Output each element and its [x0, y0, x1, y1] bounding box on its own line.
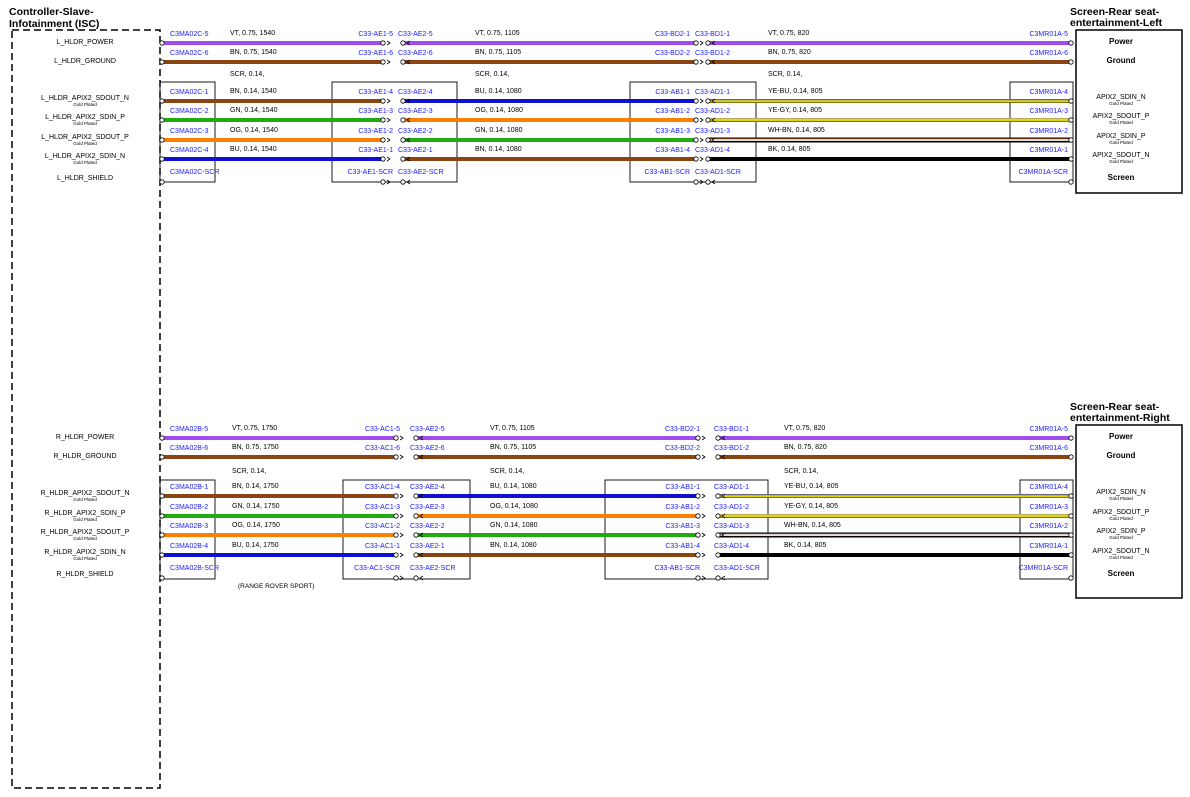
connector-pin-marker	[696, 553, 700, 557]
connector-pin-label: C33-AD1-3	[695, 128, 731, 135]
shield-cable-spec: SCR, 0.14,	[232, 468, 267, 475]
connector-pin-marker	[394, 576, 398, 580]
connector-pin-label: C3MA02B-3	[170, 523, 209, 530]
connector-pin-marker	[401, 99, 405, 103]
connector-pin-marker	[401, 138, 405, 142]
connector-pin-label: C33-AC1-6	[364, 445, 400, 452]
controller-module-title-line-2: Infotainment (ISC)	[9, 18, 100, 30]
connector-pin-label: C3MR01A-4	[1029, 484, 1068, 491]
connector-pin-marker	[706, 60, 710, 64]
screen-pin-label: Ground	[1106, 451, 1136, 460]
connector-pin-label: C33-AE1-3	[358, 108, 393, 115]
connector-pin-label: C33-AC1-SCR	[354, 565, 400, 572]
connector-pin-label: C33-AD1-4	[695, 147, 731, 154]
connector-pin-marker	[401, 180, 405, 184]
screen-pin-label: APIX2_SDIN_P	[1096, 528, 1146, 535]
connector-pin-marker	[160, 118, 164, 122]
connector-pin-marker	[706, 41, 710, 45]
wire-spec: WH-BN, 0.14, 805	[768, 127, 825, 134]
wire-spec: BN, 0.75, 1105	[475, 49, 522, 56]
ecu-pin-sublabel: Gold Plated	[73, 536, 97, 541]
connector-pin-label: C3MR01A-5	[1029, 426, 1068, 433]
ecu-pin-sublabel: Gold Plated	[73, 102, 97, 107]
connector-pin-marker	[414, 436, 418, 440]
wire-spec: BN, 0.14, 1750	[232, 483, 279, 490]
connector-pin-label: C33-BD1-2	[695, 50, 731, 57]
connector-pin-label: C33-BD2-1	[654, 31, 690, 38]
connector-pin-marker	[1069, 60, 1073, 64]
screen-module-left-title-line-2: entertainment-Left	[1070, 17, 1163, 29]
wire-spec: VT, 0.75, 820	[784, 425, 826, 432]
connector-pin-marker	[1069, 553, 1073, 557]
connector-pin-label: C3MR01A-2	[1029, 128, 1068, 135]
wire-spec: GN, 0.14, 1080	[490, 522, 538, 529]
screen-pin-sublabel: Gold Plated	[1109, 101, 1133, 106]
connector-pin-label: C33-AB1-3	[665, 523, 700, 530]
connector-pin-label: C33-AE2-4	[398, 89, 433, 96]
connector-pin-label: C33-BD1-2	[714, 445, 750, 452]
connector-pin-label: C3MR01A-SCR	[1018, 565, 1068, 572]
connector-pin-marker	[1069, 180, 1073, 184]
connector-pin-marker	[1069, 494, 1073, 498]
wire-spec: BN, 0.75, 820	[784, 444, 827, 451]
screen-pin-label: Screen	[1107, 173, 1135, 182]
connector-pin-marker	[706, 99, 710, 103]
screen-pin-label: Power	[1108, 37, 1134, 46]
connector-pin-label: C3MA02C-5	[170, 31, 209, 38]
shield-cable-spec: SCR, 0.14,	[768, 71, 803, 78]
ecu-pin-label: R_HLDR_APIX2_SDOUT_P	[40, 529, 130, 536]
connector-pin-label: C3MA02C-1	[170, 89, 209, 96]
connector-pin-label: C3MA02B-4	[170, 543, 209, 550]
wire-spec: YE-BU, 0.14, 805	[768, 88, 823, 95]
connector-pin-marker	[694, 118, 698, 122]
connector-pin-label: C3MA02B-2	[170, 504, 209, 511]
connector-pin-label: C33-AB1-1	[665, 484, 700, 491]
connector-pin-label: C3MR01A-4	[1029, 89, 1068, 96]
connector-pin-label: C33-AE1-4	[358, 89, 393, 96]
screen-pin-label: APIX2_SDOUT_N	[1092, 152, 1150, 159]
connector-pin-label: C33-AD1-2	[695, 108, 731, 115]
wire-spec: BU, 0.14, 1540	[230, 146, 277, 153]
connector-pin-marker	[414, 576, 418, 580]
connector-pin-marker	[1069, 41, 1073, 45]
connector-pin-label: C33-AE2-1	[410, 543, 445, 550]
connector-pin-label: C3MA02B-6	[170, 445, 209, 452]
screen-pin-label: Power	[1108, 432, 1134, 441]
ecu-pin-sublabel: Gold Plated	[73, 556, 97, 561]
connector-pin-marker	[716, 533, 720, 537]
screen-pin-sublabel: Gold Plated	[1109, 140, 1133, 145]
screen-module-right-title-line-2: entertainment-Right	[1070, 412, 1170, 424]
ecu-pin-sublabel: Gold Plated	[73, 160, 97, 165]
wire-spec: VT, 0.75, 1105	[490, 425, 535, 432]
connector-pin-label: C33-AC1-4	[364, 484, 400, 491]
connector-pin-label: C33-AE2-SCR	[410, 565, 456, 572]
wire-spec: YE-GY, 0.14, 805	[768, 107, 822, 114]
connector-pin-label: C33-BD2-2	[664, 445, 700, 452]
connector-pin-marker	[401, 41, 405, 45]
connector-pin-label: C33-AC1-5	[364, 426, 400, 433]
connector-pin-marker	[716, 455, 720, 459]
screen-pin-label: APIX2_SDOUT_N	[1092, 548, 1150, 555]
connector-pin-marker	[160, 576, 164, 580]
connector-pin-label: C33-AE1-6	[358, 50, 393, 57]
wire-spec: BN, 0.75, 1750	[232, 444, 279, 451]
connector-pin-marker	[696, 494, 700, 498]
connector-pin-marker	[696, 455, 700, 459]
connector-pin-label: C33-AB1-2	[665, 504, 700, 511]
connector-pin-marker	[696, 576, 700, 580]
connector-pin-label: C33-AC1-1	[364, 543, 400, 550]
ecu-pin-sublabel: Gold Plated	[73, 517, 97, 522]
connector-pin-label: C33-AE2-6	[398, 50, 433, 57]
connector-pin-label: C3MR01A-3	[1029, 108, 1068, 115]
connector-pin-label: C33-AB1-SCR	[644, 169, 690, 176]
wire-spec: GN, 0.14, 1080	[475, 127, 523, 134]
ecu-pin-label: L_HLDR_APIX2_SDIN_P	[45, 114, 125, 121]
connector-pin-marker	[414, 494, 418, 498]
connector-pin-label: C3MR01A-6	[1029, 445, 1068, 452]
screen-pin-label: APIX2_SDIN_N	[1096, 94, 1146, 101]
ecu-pin-label: L_HLDR_APIX2_SDOUT_P	[41, 134, 129, 141]
wire-spec: VT, 0.75, 1105	[475, 30, 520, 37]
wire-spec: BN, 0.14, 1540	[230, 88, 277, 95]
connector-pin-label: C33-AE2-5	[398, 31, 433, 38]
wire-spec: BN, 0.75, 1540	[230, 49, 277, 56]
connector-pin-label: C3MR01A-3	[1029, 504, 1068, 511]
connector-pin-label: C33-AD1-1	[714, 484, 750, 491]
connector-pin-marker	[160, 533, 164, 537]
screen-pin-label: APIX2_SDOUT_P	[1092, 509, 1150, 516]
connector-pin-label: C3MA02C-4	[170, 147, 209, 154]
connector-pin-marker	[1069, 514, 1073, 518]
connector-pin-marker	[381, 138, 385, 142]
wire-spec: OG, 0.14, 1540	[230, 127, 278, 134]
screen-pin-label: APIX2_SDIN_N	[1096, 489, 1146, 496]
connector-pin-marker	[694, 99, 698, 103]
connector-pin-marker	[706, 118, 710, 122]
connector-pin-marker	[160, 60, 164, 64]
connector-pin-label: C33-AE1-5	[358, 31, 393, 38]
connector-pin-label: C33-AB1-4	[665, 543, 700, 550]
screen-module-right-title-line-1: Screen-Rear seat-	[1070, 401, 1160, 413]
screen-pin-sublabel: Gold Plated	[1109, 496, 1133, 501]
connector-pin-marker	[160, 436, 164, 440]
connector-pin-marker	[160, 157, 164, 161]
screen-pin-label: Ground	[1106, 56, 1136, 65]
connector-pin-marker	[716, 576, 720, 580]
connector-pin-label: C33-AE2-2	[410, 523, 445, 530]
connector-pin-label: C3MA02C-2	[170, 108, 209, 115]
screen-pin-sublabel: Gold Plated	[1109, 120, 1133, 125]
connector-pin-marker	[160, 455, 164, 459]
connector-pin-marker	[694, 138, 698, 142]
wire-spec: YE-GY, 0.14, 805	[784, 503, 838, 510]
shield-cable-spec: SCR, 0.14,	[230, 71, 265, 78]
ecu-pin-label: R_HLDR_POWER	[55, 434, 115, 441]
connector-pin-label: C3MA02C-3	[170, 128, 209, 135]
wire-spec: BK, 0.14, 805	[784, 542, 827, 549]
wire-spec: GN, 0.14, 1750	[232, 503, 280, 510]
wire-spec: BU, 0.14, 1080	[475, 88, 522, 95]
wire-spec: OG, 0.14, 1080	[490, 503, 538, 510]
connector-pin-label: C33-BD1-1	[695, 31, 731, 38]
connector-pin-marker	[1069, 157, 1073, 161]
connector-pin-marker	[696, 514, 700, 518]
ecu-pin-label: L_HLDR_POWER	[56, 39, 114, 46]
connector-pin-label: C3MR01A-6	[1029, 50, 1068, 57]
wire-spec: VT, 0.75, 820	[768, 30, 810, 37]
connector-pin-marker	[394, 514, 398, 518]
connector-pin-label: C3MA02B-SCR	[170, 565, 220, 572]
ecu-pin-label: L_HLDR_SHIELD	[56, 175, 114, 182]
wire-spec: VT, 0.75, 1750	[232, 425, 278, 432]
connector-pin-marker	[160, 138, 164, 142]
ecu-pin-label: L_HLDR_GROUND	[54, 58, 116, 65]
connector-pin-label: C33-AE2-6	[410, 445, 445, 452]
connector-pin-label: C33-AE2-SCR	[398, 169, 444, 176]
screen-pin-sublabel: Gold Plated	[1109, 159, 1133, 164]
connector-pin-marker	[716, 436, 720, 440]
connector-pin-marker	[1069, 99, 1073, 103]
screen-pin-sublabel: Gold Plated	[1109, 555, 1133, 560]
connector-pin-label: C33-AD1-SCR	[695, 169, 741, 176]
connector-pin-marker	[696, 533, 700, 537]
connector-pin-marker	[394, 553, 398, 557]
connector-pin-label: C33-AB1-4	[655, 147, 690, 154]
connector-pin-marker	[696, 436, 700, 440]
wire-spec: BN, 0.75, 820	[768, 49, 811, 56]
connector-pin-marker	[694, 60, 698, 64]
connector-pin-marker	[160, 514, 164, 518]
connector-pin-label: C33-AE1-SCR	[347, 169, 393, 176]
ecu-pin-label: R_HLDR_APIX2_SDOUT_N	[40, 490, 130, 497]
wire-spec: OG, 0.14, 1750	[232, 522, 280, 529]
connector-pin-marker	[160, 99, 164, 103]
connector-pin-label: C3MR01A-5	[1029, 31, 1068, 38]
shield-cable-spec: SCR, 0.14,	[475, 71, 510, 78]
screen-pin-label: Screen	[1107, 569, 1135, 578]
connector-pin-label: C33-BD1-1	[714, 426, 750, 433]
wire-spec: BN, 0.75, 1105	[490, 444, 537, 451]
connector-pin-marker	[381, 180, 385, 184]
connector-pin-label: C33-AE1-1	[358, 147, 393, 154]
connector-pin-label: C3MR01A-SCR	[1018, 169, 1068, 176]
connector-pin-marker	[716, 553, 720, 557]
footnote: (RANGE ROVER SPORT)	[238, 583, 315, 590]
connector-pin-label: C3MR01A-1	[1029, 147, 1068, 154]
connector-pin-label: C33-AD1-2	[714, 504, 750, 511]
connector-pin-label: C33-AD1-4	[714, 543, 750, 550]
connector-pin-marker	[401, 118, 405, 122]
screen-pin-label: APIX2_SDIN_P	[1096, 133, 1146, 140]
connector-pin-label: C33-AE1-2	[358, 128, 393, 135]
connector-pin-marker	[381, 41, 385, 45]
ecu-pin-label: R_HLDR_APIX2_SDIN_P	[44, 510, 126, 517]
screen-pin-sublabel: Gold Plated	[1109, 535, 1133, 540]
ecu-pin-sublabel: Gold Plated	[73, 121, 97, 126]
shield-cable-spec: SCR, 0.14,	[784, 468, 819, 475]
wire-spec: BK, 0.14, 805	[768, 146, 811, 153]
wire-spec: GN, 0.14, 1540	[230, 107, 278, 114]
ecu-pin-label: L_HLDR_APIX2_SDIN_N	[44, 153, 126, 160]
connector-pin-label: C33-BD2-1	[664, 426, 700, 433]
connector-pin-marker	[160, 553, 164, 557]
connector-pin-marker	[381, 99, 385, 103]
connector-pin-marker	[414, 553, 418, 557]
ecu-pin-label: R_HLDR_APIX2_SDIN_N	[44, 549, 126, 556]
connector-pin-label: C3MA02B-5	[170, 426, 209, 433]
wire-spec: WH-BN, 0.14, 805	[784, 522, 841, 529]
ecu-pin-sublabel: Gold Plated	[73, 497, 97, 502]
ecu-pin-label: L_HLDR_APIX2_SDOUT_N	[41, 95, 129, 102]
connector-pin-label: C33-AD1-3	[714, 523, 750, 530]
ecu-pin-sublabel: Gold Plated	[73, 141, 97, 146]
connector-pin-label: C33-AD1-SCR	[714, 565, 760, 572]
connector-pin-marker	[1069, 118, 1073, 122]
connector-pin-marker	[401, 60, 405, 64]
connector-pin-label: C33-AB1-SCR	[654, 565, 700, 572]
wire-spec: BN, 0.14, 1080	[475, 146, 522, 153]
ecu-pin-label: R_HLDR_GROUND	[53, 453, 117, 460]
wire-spec: YE-BU, 0.14, 805	[784, 483, 839, 490]
connector-pin-marker	[160, 180, 164, 184]
connector-pin-label: C3MR01A-2	[1029, 523, 1068, 530]
connector-pin-marker	[716, 494, 720, 498]
connector-pin-label: C3MA02B-1	[170, 484, 209, 491]
connector-pin-marker	[381, 60, 385, 64]
connector-pin-label: C33-AB1-1	[655, 89, 690, 96]
connector-pin-marker	[414, 514, 418, 518]
connector-pin-marker	[160, 41, 164, 45]
connector-pin-marker	[1069, 455, 1073, 459]
wire-spec: BU, 0.14, 1080	[490, 483, 537, 490]
connector-pin-marker	[394, 494, 398, 498]
connector-pin-label: C33-AC1-2	[364, 523, 400, 530]
connector-pin-label: C33-AB1-3	[655, 128, 690, 135]
connector-pin-label: C33-AC1-3	[364, 504, 400, 511]
connector-pin-marker	[706, 138, 710, 142]
connector-pin-label: C33-AD1-1	[695, 89, 731, 96]
screen-module-left-title-line-1: Screen-Rear seat-	[1070, 6, 1160, 18]
connector-pin-marker	[706, 157, 710, 161]
connector-pin-label: C33-AE2-3	[398, 108, 433, 115]
connector-pin-label: C33-BD2-2	[654, 50, 690, 57]
connector-pin-marker	[414, 455, 418, 459]
connector-pin-marker	[381, 157, 385, 161]
shield-cable-spec: SCR, 0.14,	[490, 468, 525, 475]
connector-pin-marker	[394, 533, 398, 537]
ecu-pin-label: R_HLDR_SHIELD	[56, 571, 114, 578]
connector-pin-marker	[394, 436, 398, 440]
screen-pin-sublabel: Gold Plated	[1109, 516, 1133, 521]
connector-pin-label: C3MA02C-6	[170, 50, 209, 57]
connector-pin-label: C33-AE2-5	[410, 426, 445, 433]
connector-pin-label: C3MR01A-1	[1029, 543, 1068, 550]
controller-module-title-line-1: Controller-Slave-	[9, 6, 94, 18]
connector-pin-marker	[401, 157, 405, 161]
connector-pin-marker	[394, 455, 398, 459]
connector-pin-label: C3MA02C-SCR	[170, 169, 220, 176]
connector-pin-marker	[706, 180, 710, 184]
connector-pin-label: C33-AE2-3	[410, 504, 445, 511]
wire-spec: BN, 0.14, 1080	[490, 542, 537, 549]
connector-pin-marker	[694, 180, 698, 184]
wire-spec: VT, 0.75, 1540	[230, 30, 276, 37]
connector-pin-marker	[694, 41, 698, 45]
connector-pin-marker	[381, 118, 385, 122]
wire-spec: BU, 0.14, 1750	[232, 542, 279, 549]
connector-pin-marker	[716, 514, 720, 518]
connector-pin-label: C33-AB1-2	[655, 108, 690, 115]
screen-pin-label: APIX2_SDOUT_P	[1092, 113, 1150, 120]
connector-pin-marker	[414, 533, 418, 537]
connector-pin-marker	[694, 157, 698, 161]
connector-pin-marker	[1069, 138, 1073, 142]
connector-pin-label: C33-AE2-4	[410, 484, 445, 491]
connector-pin-marker	[1069, 436, 1073, 440]
connector-pin-marker	[1069, 576, 1073, 580]
connector-pin-marker	[160, 494, 164, 498]
connector-pin-label: C33-AE2-1	[398, 147, 433, 154]
connector-pin-label: C33-AE2-2	[398, 128, 433, 135]
wire-spec: OG, 0.14, 1080	[475, 107, 523, 114]
connector-pin-marker	[1069, 533, 1073, 537]
